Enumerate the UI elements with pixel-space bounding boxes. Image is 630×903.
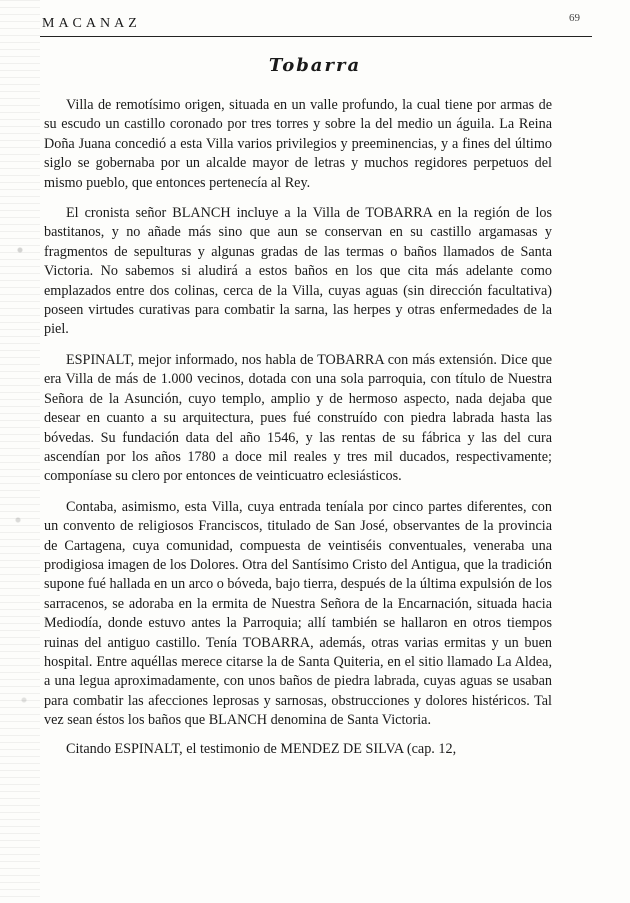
paragraph-2: El cronista señor BLANCH incluye a la Villa de TOBARRA en la región de los bastitanos, y no añade más sino que aun se conservan en su castillo argamasas y fragmentos de sepulturas y algunas gradas de las termas o baños llamados de Santa Victoria. No sabemos si aludirá a estos baños en los que cita más adelante como emplazados entre dos colinas, cerca de la Villa, cuyas aguas (sin dirección facultativa) poseen virtudes curativas para combatir la sarna, las herpes y otras enfermedades de la piel.: [44, 205, 552, 338]
page-number: 69: [569, 12, 580, 24]
paragraph-4: Contaba, asimismo, esta Villa, cuya entrada teníala por cinco partes diferentes, con un convento de religiosos Franciscos, titulado de San José, observantes de la provincia de Cartagena, cuya comunidad, compuesta de veintiséis conventuales, veneraba una prodigiosa imagen de los Dolores. Otra del Santísimo Cristo del Antigua, que la tradición supone fué hallada en un arco o bóveda, bajo tierra, después de la última expulsión de los sarracenos, se adoraba en la ermita de Nuestra Señora de la Encarnación, situada hacia Mediodía, donde estuvo antes la Parroquia; allí también se hallaron en otros tiempos ruinas del antiguo castillo. Tenía TOBARRA, además, otras varias ermitas y un buen hospital. Entre aquéllas merece citarse la de Santa Quiteria, en el sitio llamado La Aldea, a una legua aproximadamente, con unos baños de piedra labrada, cuyas aguas se usaban para combatir las afecciones leprosas y sarnosas, obstrucciones y dolores histéricos. Tal vez sean éstos los baños que BLANCH denomina de Santa Victoria.: [44, 498, 552, 729]
paragraph-3: ESPINALT, mejor informado, nos habla de TOBARRA con más extensión. Dice que era Villa de más de 1.000 vecinos, dotada con una sola parroquia, con título de Nuestra Señora de la Asunción, cuyo templo, amplio y de hermoso aspecto, nada dejaba que desear en cuanto a su arquitectura, pues fué construído con piedra labrada hasta las bóvedas. Su fundación data del año 1546, y las rentas de su fábrica y las del cura ascendían por los años 1780 a doce mil reales y tres mil ducados, respectivamente; componíase su clero por entonces de veinticuatro eclesiásticos.: [44, 351, 552, 485]
body-text: [44, 96, 552, 770]
header-rule: [40, 36, 592, 37]
scan-edge-artifact: [0, 0, 40, 903]
paragraph-5: Citando ESPINALT, el testimonio de MENDEZ DE SILVA (cap. 12,: [66, 740, 457, 757]
paragraph-1: Villa de remotísimo origen, situada en un valle profundo, la cual tiene por armas de su escudo un castillo coronado por tres torres y sobre la del medio un águila. La Reina Doña Juana concedió a esta Villa varios privilegios y preeminencias, y a fines del último siglo se gobernaba por un alcalde mayor de letras y muchos regidores perpetuos del mismo pueblo, que entonces pertenecía al Rey.: [44, 97, 552, 191]
section-title: Tobarra: [268, 55, 362, 76]
running-head: MACANAZ: [42, 16, 141, 31]
